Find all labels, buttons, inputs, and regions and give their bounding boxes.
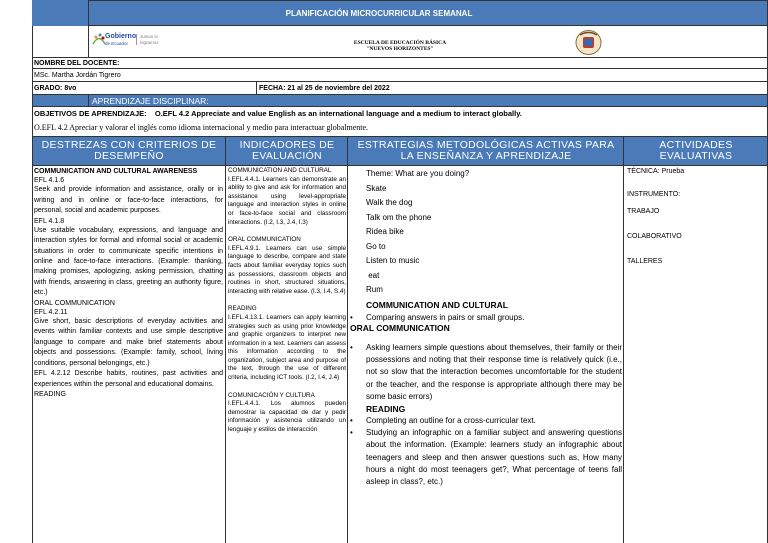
destrezas-text-4: EFL 4.2.12 Describe habits, routines, past activities and experiences within the personal and educational domains.: [34, 370, 223, 388]
actividades-content: [627, 167, 765, 266]
vocab-item: Go to: [366, 241, 386, 251]
indicadores-heading-3: READING: [228, 305, 257, 313]
destrezas-text-3: Give short, basic descriptions of everyday activities and events within familiar contexts and use simple descriptive language to compare and make brief statements about objects and possessions. (Example: family, school, living conditions, personal belongings, etc.): [34, 318, 223, 367]
estrategias-theme: Theme: What are you doing?: [366, 169, 470, 178]
vocab-item: Listen to music: [366, 256, 420, 265]
government-logo: [90, 30, 200, 52]
teacher-name-row: [32, 69, 768, 82]
destrezas-heading-2: ORAL COMMUNICATION: [34, 299, 115, 307]
vocab-item: Ridea bike: [366, 227, 404, 236]
indicadores-heading-2: ORAL COMMUNICATION: [228, 236, 301, 244]
objective-en: O.EFL 4.2 Appreciate and value English as an international language and a medium to interact globally.: [154, 109, 522, 118]
government-logo-subtext: de Ecuador: [105, 41, 129, 46]
col-header-destrezas: DESTREZAS CON CRITERIOS DE DESEMPEÑO: [41, 139, 217, 162]
destrezas-text-2: Use suitable vocabulary, expressions, and language and interaction styles for formal and informal social or academic situations in order to communicate specific intentions in online and face-to-face interactions. (Example: thanking, making promises, apologizing, asking permission, chatting with friends, answering in class, greeting an authority figure, etc.): [34, 226, 223, 297]
grade-label: GRADO: 8vo: [34, 85, 77, 92]
indicadores-heading-4: COMUNICACIÓN Y CULTURA: [228, 391, 315, 399]
estrategias-heading-1: COMMUNICATION AND CULTURAL: [366, 299, 508, 310]
actividades-talleres: TALLERES: [627, 258, 663, 265]
government-logo-text: Gobierno: [105, 33, 137, 40]
teacher-label-row: [32, 58, 768, 69]
indicadores-text-2: I.EFL.4.9.1. Learners can use simple language to describe, compare and state facts about familiar everyday topics such as possessions, classroom objects and routines in short, structured situations, interacting with relative ease. (I.3, I.4, S.4): [228, 244, 346, 295]
estrategias-heading-3: READING: [366, 404, 406, 415]
school-subtitle: "NUEVOS HORIZONTES": [366, 46, 434, 52]
date-label: FECHA: 21 al 25 de noviembre del 2022: [259, 85, 390, 92]
destrezas-heading: COMMUNICATION AND CULTURAL AWARENESS: [34, 168, 198, 175]
estrategias-item-3: • Completing an outline for a cross-curricular text.: [350, 415, 622, 427]
destrezas-code-1: EFL 4.1.6: [34, 177, 65, 185]
destrezas-content: [34, 167, 223, 399]
vocab-item: Walk the dog: [366, 198, 413, 207]
estrategias-item-1: • Comparing answers in pairs or small groups.: [350, 312, 622, 323]
document-title: PLANIFICACIÓN MICROCURRICULAR SEMANAL: [285, 9, 473, 18]
objectives-label: OBJETIVOS DE APRENDIZAJE:: [34, 109, 147, 118]
destrezas-text-1: Seek and provide information and assistance, orally or in writing and in online or face-to-face interactions, for personal, social and academic purposes.: [34, 186, 223, 215]
actividades-colaborativo: COLABORATIVO: [627, 233, 682, 240]
estrategias-item-2: • Asking learners simple questions about themselves, their family or their possessions and noting that their response time is relatively quick (i.e., not so slow that the interaction becomes uncomfortable for the student or the teacher, and the response is appropriate although there may be some basic errors): [350, 342, 622, 403]
title-bar-left-cell: [32, 0, 89, 26]
teacher-label: NOMBRE DEL DOCENTE:: [34, 60, 120, 67]
estrategias-item-4: • Studying an infographic on a familiar subject and answering questions about the information. (Example: learners study an infographic about teenagers and sleep and then answer questions such as, How many hours a night do most teenagers get?, What percentage of teens fall asleep in class?, etc.): [350, 427, 622, 488]
estrategias-list-3: [350, 415, 622, 488]
col-header-indicadores: INDICADORES DE EVALUACIÓN: [239, 139, 335, 162]
indicadores-text-1: I.EFL.4.4.1. Learners can demonstrate an ability to give and ask for information and assistance using level-appropriate language and interaction styles in online or face-to-face social and classroom interactions. (I.2, I.3, J.4, I.3): [228, 175, 346, 226]
section-title: APRENDIZAJE DISCIPLINAR:: [92, 96, 209, 106]
school-crest-icon: [575, 29, 602, 56]
vocab-item: eat: [366, 270, 380, 280]
estrategias-list-1: [350, 312, 622, 323]
destrezas-code-2: EFL 4.1.8: [34, 217, 65, 225]
actividades-tecnica: TÉCNICA: Prueba: [627, 168, 685, 175]
destrezas-code-3: EFL 4.2.11: [34, 308, 68, 316]
objective-en-line: [34, 109, 764, 119]
estrategias-list-2: [350, 342, 622, 403]
school-name: ESCUELA DE EDUCACIÓN BÁSICA: [353, 40, 447, 46]
teacher-name: MSc. Martha Jordán Tigrero: [34, 72, 121, 79]
destrezas-heading-3: READING: [34, 390, 66, 398]
estrategias-content: [350, 167, 622, 488]
government-slogan: Juntos lo logramos: [136, 34, 166, 45]
school-crest: [575, 29, 602, 56]
logo-row-left-cell: [32, 26, 89, 58]
estrategias-heading-2: ORAL COMMUNICATION: [350, 323, 450, 333]
indicadores-heading: COMMUNICATION AND CULTURAL: [228, 167, 332, 174]
actividades-instrumento: INSTRUMENTO:: [627, 191, 681, 198]
actividades-trabajo: TRABAJO: [627, 208, 660, 215]
section-bar-left-cell: [32, 95, 89, 107]
indicadores-content: [228, 167, 346, 435]
col-header-estrategias: ESTRATEGIAS METODOLÓGICAS ACTIVAS PARA LA ENSEÑANZA Y APRENDIZAJE: [357, 139, 615, 162]
indicadores-text-3: I.EFL.4.13.1. Learners can apply learning strategies such as using prior knowledge and graphic organizers to interpret new information in a text. Learners can assess this information according to the organization, subject area and purpose of the text, through the use of different criteria, including ICT tools. (I.2, I.4, J.4): [228, 313, 346, 382]
vocab-item: Talk om the phone: [366, 212, 432, 222]
indicadores-text-4: I.EFL.4.4.1. Los alumnos pueden demostrar la capacidad de dar y pedir información y asistencia utilizando un lenguaje y estilos de interacción: [228, 400, 346, 434]
vocab-item: Skate: [366, 183, 387, 193]
vocab-item: Rum: [366, 285, 383, 294]
col-header-actividades: ACTIVIDADES EVALUATIVAS: [659, 139, 733, 162]
objective-es: O.EFL 4.2 Apreciar y valorar el inglés como idioma internacional y medio para interactuar globalmente.: [34, 123, 369, 132]
